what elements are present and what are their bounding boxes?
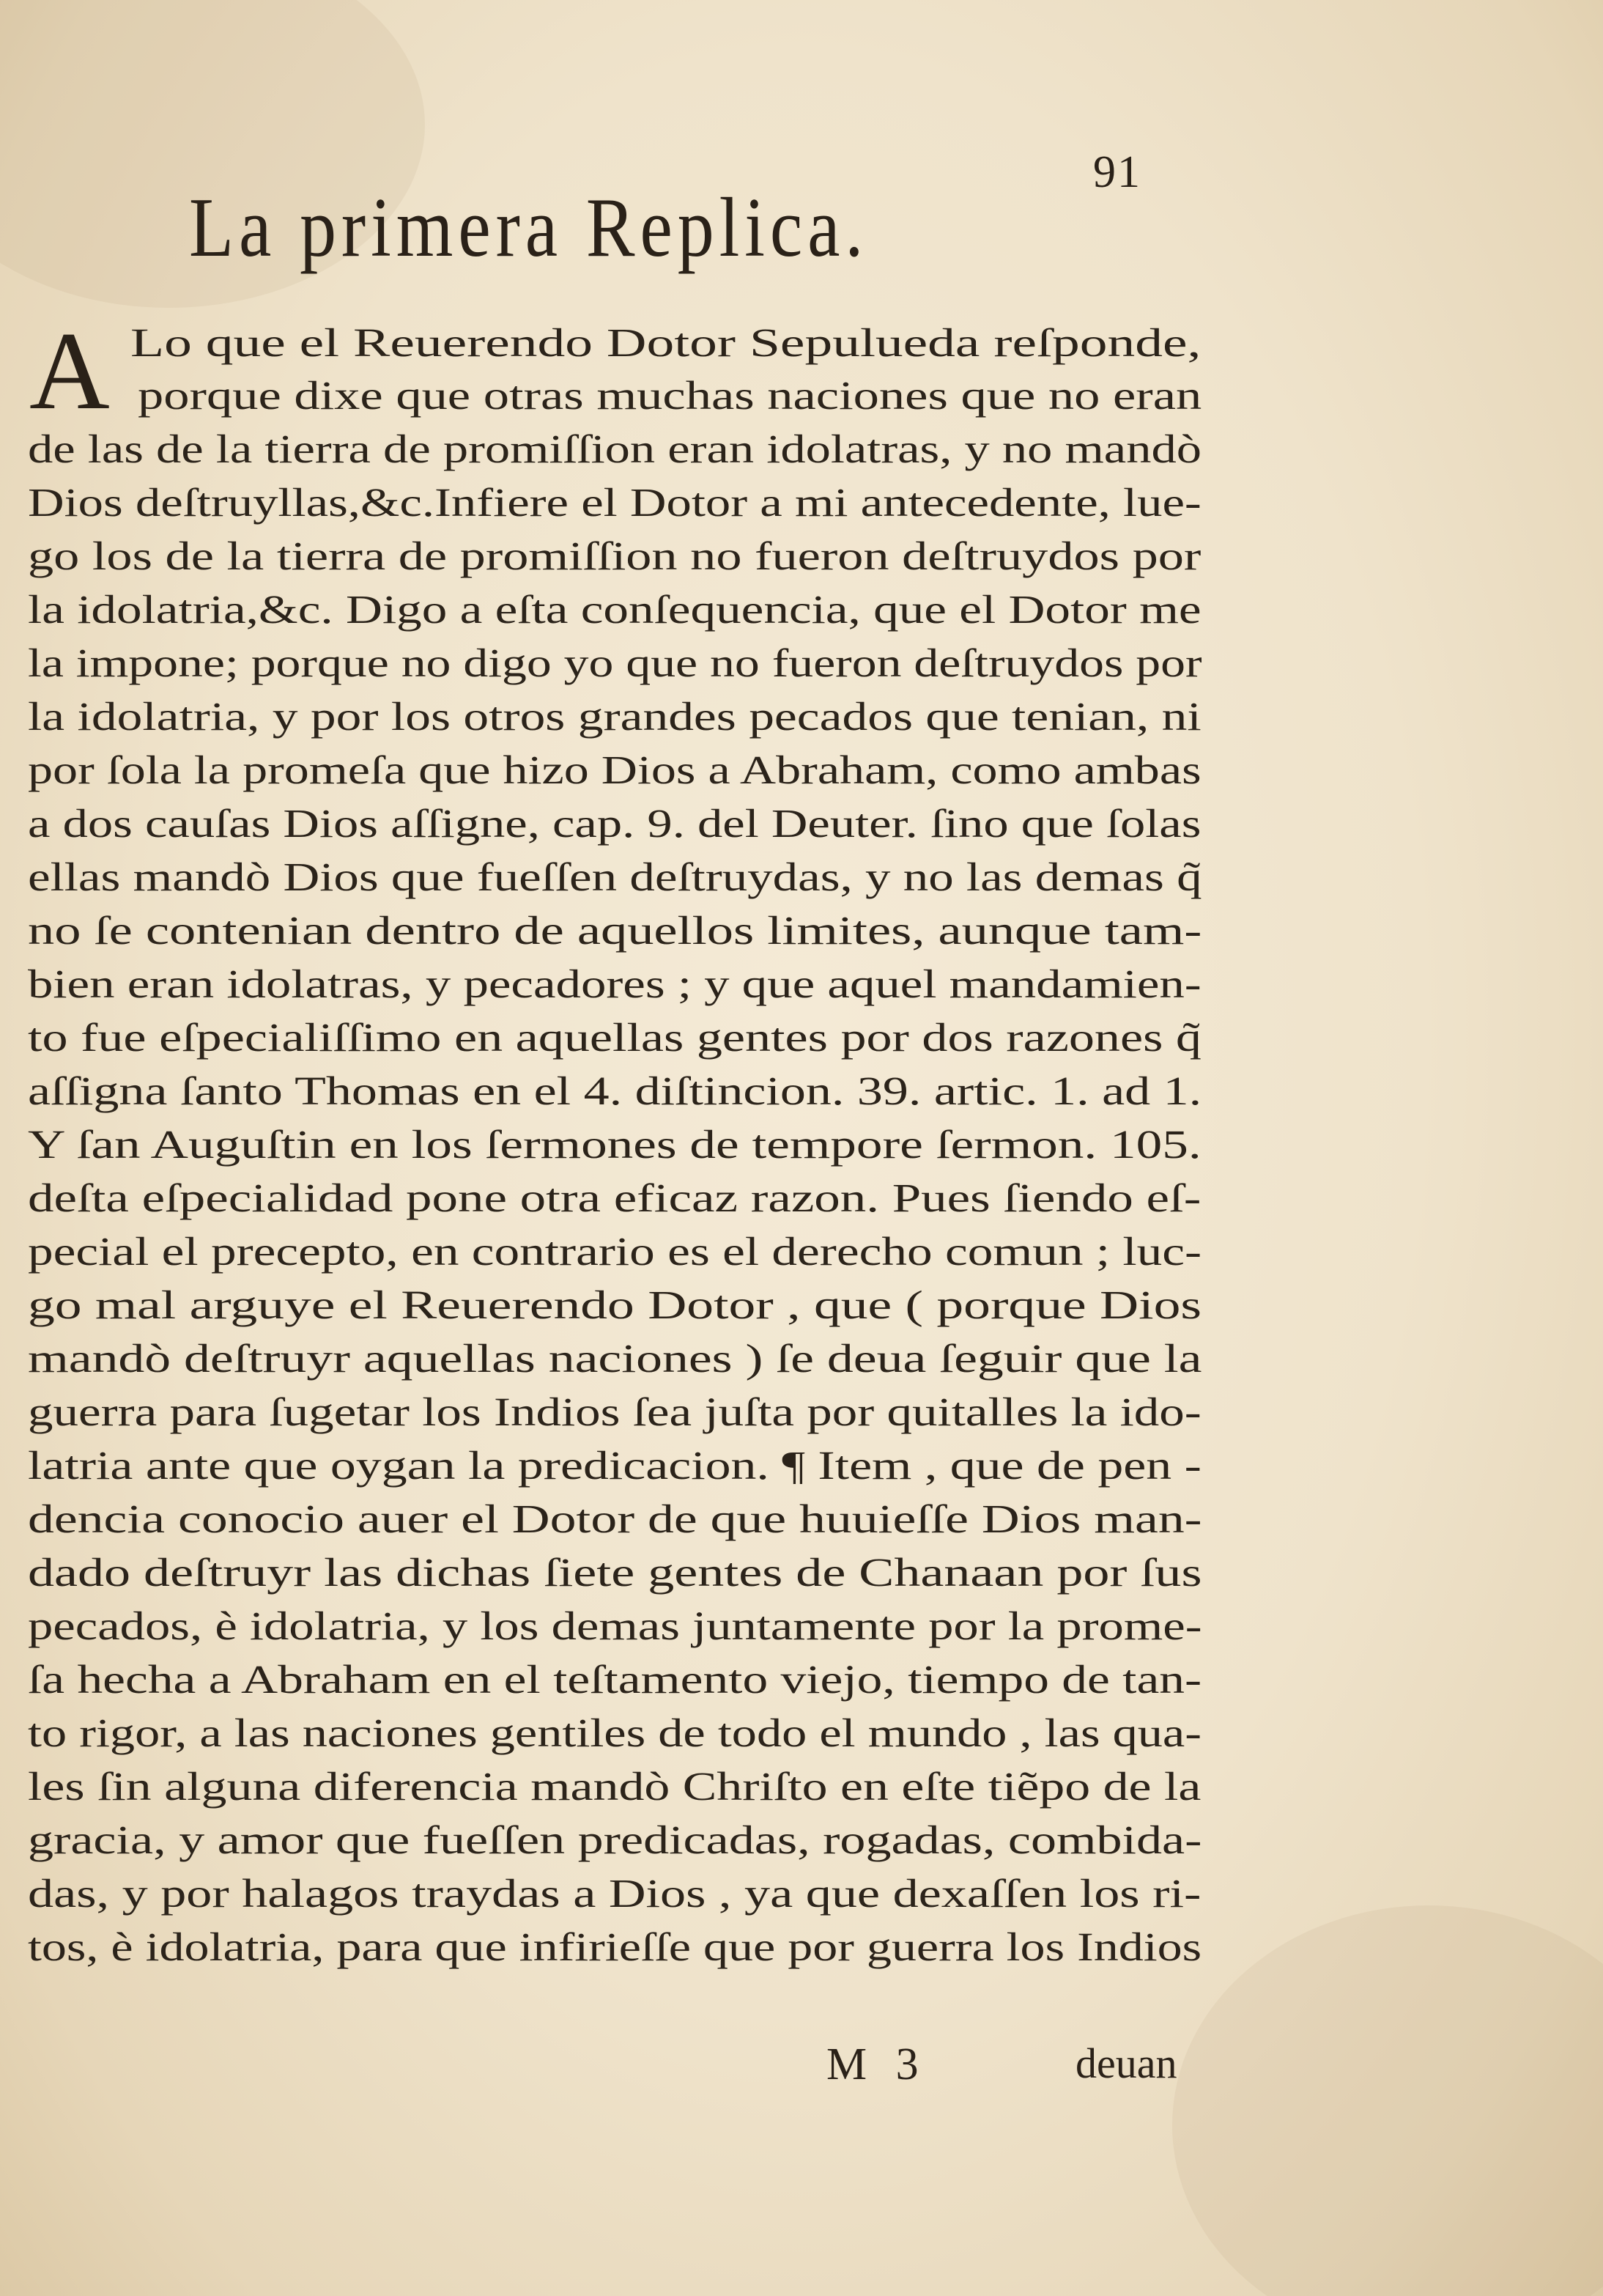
text-line: dencia conocio auer el Dotor de que huuieſſe Dios man- [28, 1496, 1202, 1541]
text-line: go mal arguye el Reuerendo Dotor , que ( porque Dios [28, 1282, 1202, 1327]
text-line: pecial el precepto, en contrario es el derecho comun ; luc- [28, 1229, 1202, 1274]
signature-mark: M 3 [826, 2040, 928, 2089]
drop-cap: A [29, 309, 110, 432]
text-line: das, y por halagos traydas a Dios , ya que dexaſſen los ri- [28, 1871, 1202, 1916]
text-line: bien eran idolatras, y pecadores ; y que aquel mandamien- [28, 961, 1202, 1006]
text-line: ſa hecha a Abraham en el teſtamento viejo, tiempo de tan- [28, 1657, 1202, 1702]
text-line: go los de la tierra de promiſſion no fueron deſtruydos por [28, 534, 1202, 578]
text-line: guerra para ſugetar los Indios ſea juſta por quitalles la ido- [28, 1389, 1202, 1434]
text-line: tos, è idolatria, para que infirieſſe que por guerra los Indios [28, 1924, 1202, 1969]
page-number: 91 [1093, 147, 1141, 197]
text-line: de las de la tierra de promiſſion eran idolatras, y no mandò [28, 427, 1202, 471]
text-line: to fue eſpecialiſſimo en aquellas gentes por dos razones q̃ [28, 1015, 1202, 1060]
text-line: gracia, y amor que fueſſen predicadas, rogadas, combida- [28, 1817, 1202, 1862]
text-line: la impone; porque no digo yo que no fueron deſtruydos por [28, 641, 1202, 685]
text-line: Lo que el Reuerendo Dotor Sepulueda reſponde, [130, 320, 1202, 365]
text-line: porque dixe que otras muchas naciones que no eran [138, 373, 1202, 418]
text-line: Dios deſtruyllas,&c.Infiere el Dotor a mi antecedente, lue- [28, 480, 1202, 525]
text-line: por ſola la promeſa que hizo Dios a Abraham, como ambas [28, 748, 1202, 792]
text-line: latria ante que oygan la predicacion. ¶ Item , que de pen - [28, 1443, 1202, 1488]
text-line: aſſigna ſanto Thomas en el 4. diſtincion. 39. artic. 1. ad 1. [28, 1068, 1202, 1113]
text-line: deſta eſpecialidad pone otra eficaz razon. Pues ſiendo eſ- [28, 1175, 1202, 1220]
text-line: les ſin alguna diferencia mandò Chriſto en eſte tiẽpo de la [28, 1764, 1202, 1809]
text-line: dado deſtruyr las dichas ſiete gentes de Chanaan por ſus [28, 1550, 1202, 1595]
text-line: Y ſan Auguſtin en los ſermones de tempore ſermon. 105. [28, 1122, 1202, 1167]
text-line: no ſe contenian dentro de aquellos limites, aunque tam- [28, 908, 1202, 953]
text-line: la idolatria,&c. Digo a eſta conſequencia, que el Dotor me [28, 587, 1202, 632]
text-line: pecados, è idolatria, y los demas juntamente por la prome- [28, 1603, 1202, 1648]
text-line: la idolatria, y por los otros grandes pecados que tenian, ni [28, 694, 1202, 739]
text-line: to rigor, a las naciones gentiles de todo el mundo , las qua- [28, 1710, 1202, 1755]
text-line: ellas mandò Dios que fueſſen deſtruydas, y no las demas q̃ [28, 854, 1202, 899]
catchword: deuan [1076, 2040, 1177, 2087]
chapter-heading: La primera Replica. [189, 181, 869, 275]
text-line: a dos cauſas Dios aſſigne, cap. 9. del Deuter. ſino que ſolas [28, 801, 1202, 846]
text-line: mandò deſtruyr aquellas naciones ) ſe deua ſeguir que la [28, 1336, 1202, 1381]
